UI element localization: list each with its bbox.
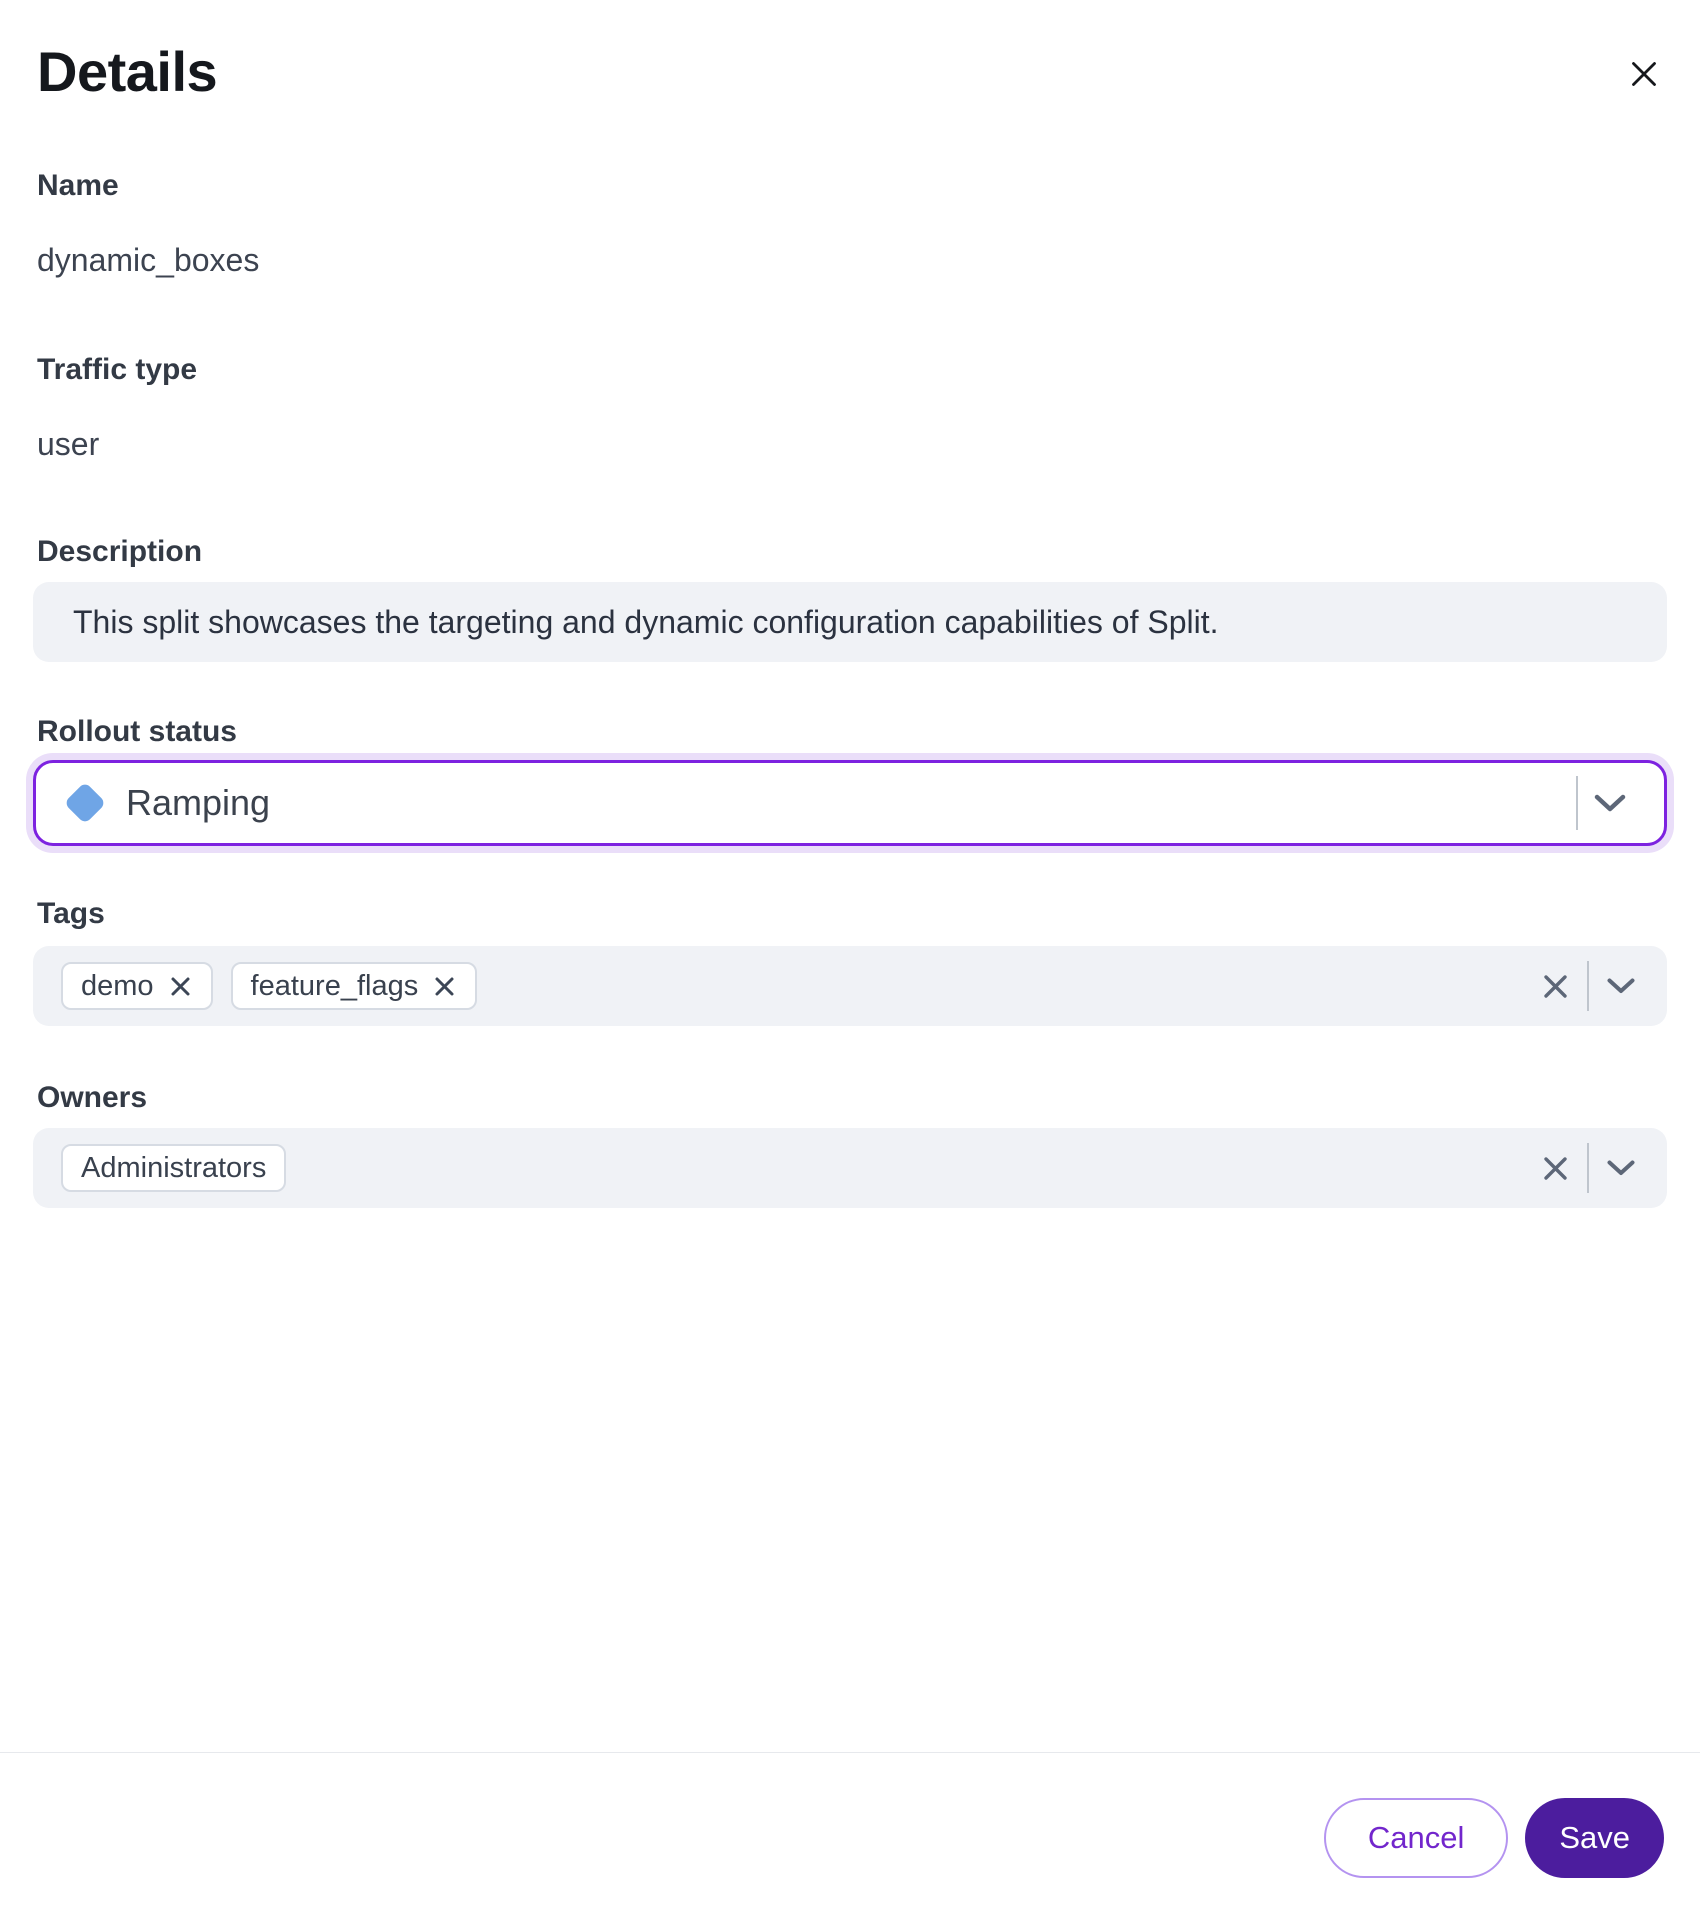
close-icon — [1631, 61, 1657, 87]
chevron-down-icon — [1606, 977, 1636, 995]
tag-chip-demo — [61, 962, 213, 1010]
description-text: This split showcases the targeting and dynamic configuration capabilities of Split. — [73, 603, 1219, 640]
rollout-status-value: Ramping — [126, 782, 271, 823]
clear-icon — [1542, 973, 1569, 1000]
tag-chip-label: demo — [81, 969, 154, 1002]
remove-tag-icon — [434, 976, 455, 997]
name-label: Name — [37, 169, 119, 202]
owners-dropdown-button[interactable] — [1589, 1138, 1653, 1198]
clear-owners-button[interactable] — [1523, 1138, 1587, 1198]
owner-chip-administrators — [61, 1144, 286, 1192]
clear-icon — [1542, 1155, 1569, 1182]
modal-footer — [0, 1752, 1700, 1912]
modal-title: Details — [37, 40, 218, 103]
chevron-down-icon — [1593, 793, 1627, 813]
chevron-down-icon — [1606, 1159, 1636, 1177]
traffic-type-label: Traffic type — [37, 353, 198, 386]
remove-tag-icon — [170, 976, 191, 997]
tag-chip-label: feature_flags — [250, 969, 419, 1002]
tags-input[interactable] — [33, 946, 1667, 1026]
cancel-button[interactable]: Cancel — [1324, 1798, 1509, 1878]
traffic-type-value: user — [37, 426, 100, 462]
remove-tag-demo-button[interactable] — [168, 974, 193, 999]
tag-chip-feature-flags — [231, 962, 478, 1010]
save-button[interactable]: Save — [1525, 1798, 1664, 1878]
tags-controls — [1523, 956, 1653, 1016]
owners-input[interactable] — [33, 1128, 1667, 1208]
owners-controls — [1523, 1138, 1653, 1198]
rollout-status-select[interactable] — [33, 760, 1667, 846]
rollout-status-dropdown-button[interactable] — [1578, 773, 1642, 833]
name-value: dynamic_boxes — [37, 242, 260, 278]
owners-label: Owners — [37, 1081, 148, 1114]
clear-tags-button[interactable] — [1523, 956, 1587, 1016]
tags-dropdown-button[interactable] — [1589, 956, 1653, 1016]
description-input[interactable] — [33, 582, 1667, 662]
close-button[interactable] — [1618, 48, 1670, 100]
remove-tag-feature-flags-button[interactable] — [432, 974, 457, 999]
ramping-diamond-icon — [64, 782, 106, 824]
rollout-status-controls — [1576, 773, 1642, 833]
tags-label: Tags — [37, 897, 105, 930]
rollout-status-label: Rollout status — [37, 715, 237, 748]
owner-chip-label: Administrators — [81, 1151, 267, 1184]
description-label: Description — [37, 535, 203, 568]
